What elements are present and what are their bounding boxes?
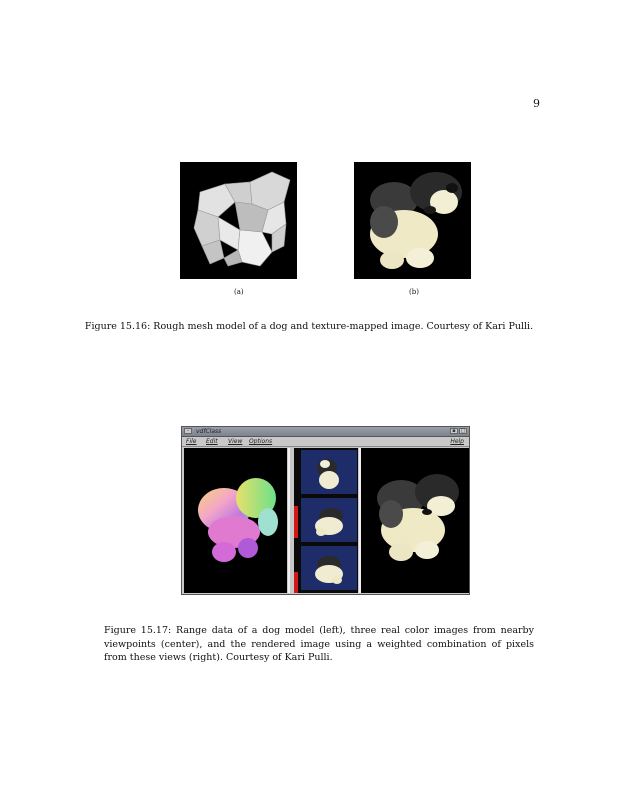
window-content bbox=[184, 448, 467, 592]
divider bbox=[288, 448, 290, 593]
menu-options[interactable]: Options bbox=[249, 438, 273, 445]
sublabel-a: (a) bbox=[234, 288, 244, 296]
window-titlebar[interactable] bbox=[182, 427, 469, 437]
viewpoint-image-2 bbox=[301, 498, 357, 542]
menu-view[interactable]: View bbox=[228, 438, 243, 445]
application-window bbox=[181, 426, 470, 595]
window-menu-button[interactable]: – bbox=[184, 428, 192, 434]
minimize-button[interactable]: ▪ bbox=[450, 428, 458, 434]
menu-help[interactable]: Help bbox=[450, 438, 464, 445]
viewpoint-marker bbox=[294, 572, 298, 593]
figure-15-17-caption: Figure 15.17: Range data of a dog model (left), three real color images from nearby viewpoints (center), and the rendered image using a weighted combination of pixels from these views (right). Courtesy of Kari Pulli. bbox=[104, 625, 534, 663]
page-number: 9 bbox=[533, 97, 540, 110]
maximize-button[interactable]: □ bbox=[460, 428, 466, 434]
texture-mapped-dog-image bbox=[354, 162, 471, 279]
color-images-view bbox=[294, 448, 358, 593]
rendered-image-view bbox=[361, 448, 469, 593]
menu-file[interactable]: File bbox=[186, 438, 197, 445]
window-title: vdfClass bbox=[196, 428, 222, 435]
sublabel-b: (b) bbox=[409, 288, 419, 296]
viewpoint-marker bbox=[294, 506, 298, 538]
menu-bar bbox=[182, 437, 469, 447]
mesh-dog-image bbox=[180, 162, 297, 279]
figure-15-16 bbox=[0, 0, 618, 360]
viewpoint-image-1 bbox=[301, 450, 357, 494]
range-data-view bbox=[184, 448, 287, 593]
menu-edit[interactable]: Edit bbox=[206, 438, 218, 445]
figure-15-16-caption: Figure 15.16: Rough mesh model of a dog and texture-mapped image. Courtesy of Kari Pulli. bbox=[84, 321, 534, 332]
viewpoint-image-3 bbox=[301, 546, 357, 590]
